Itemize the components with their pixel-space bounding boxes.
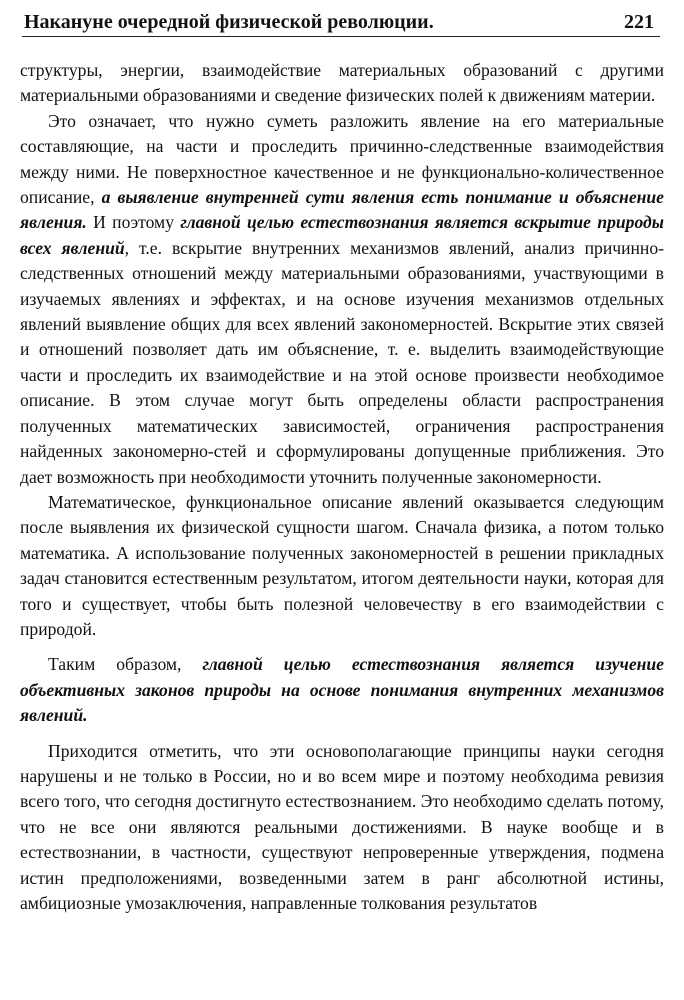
paragraph-2-text-c: И поэтому [86,212,181,233]
running-title: Накануне очередной физической революции. [24,11,434,33]
paragraph-2-emphasis-a: а выявление внутренней сути явления есть понимание и объяснение явления. [20,187,664,233]
paragraph-4 [20,652,664,728]
paragraph-2 [20,109,664,490]
paragraph-2-text-e: , т.е. вскрытие внутренних механизмов явлений, анализ причинно-следственных отношений между материальными образованиями, участвующими в изучаемых явлениях и эффектах, и на основе изучения механизмов отдельных явлений выявление общих для всех явлений закономерностей. Вскрытие этих связей и отношений позволяет дать им объяснение, т. е. выделить взаимодействующие части и проследить их взаимодействие и на этой основе произвести необходимое описание. В этом случае могут быть определены области распространения полученных математических зависимостей, ограничения распространения найденных закономерно-стей и сформулированы допущенные приближения. Это дает возможность при необходимости уточнить полученные закономерности. [20,237,664,487]
page-body [20,58,664,916]
paragraph-2-text-a: Это означает, что нужно суметь разложить явление на его материальные составляющие, на части и проследить причинно-следственные взаимодействия между ними. Не поверхностное качественное и не функционально-количественное описание, [20,110,664,208]
paragraph-1: структуры, энергии, взаимодействие материальных образований с другими материальными образованиями и сведение физических полей к движениям материи. [20,60,664,106]
paragraph-4-text-a: Таким образом, [48,654,203,675]
paragraph-3: Математическое, функциональное описание явлений оказывается следующим после выявления их физической сущности шагом. Сначала физика, а потом только математика. А использование полученных закономерностей в решении прикладных задач становится естественным результатом, итогом деятельности науки, которая для того и существует, чтобы быть полезной человечеству в его взаимодействии с природой. [20,491,664,639]
page-number: 221 [624,11,654,33]
paragraph-4-emphasis: главной целью естествознания является изучение объективных законов природы на основе понимания внутренних механизмов явлений. [20,654,664,726]
paragraph-5: Приходится отметить, что эти основополагающие принципы науки сегодня нарушены и не только в России, но и во всем мире и поэтому необходима ревизия всего того, что сегодня достигнуто естествознанием. Это необходимо сделать потому, что не все они являются реальными достижениями. В науке вообще и в естествознании, в частности, существуют непроверенные утверждения, подмена истин предположениями, возведенными затем в ранг абсолютной истины, амбициозные умозаключения, направленные толкования результатов [20,740,664,913]
paragraph-2-emphasis-d: главной целью естествознания является вскрытие природы всех явлений [20,212,664,258]
running-header [22,10,660,37]
